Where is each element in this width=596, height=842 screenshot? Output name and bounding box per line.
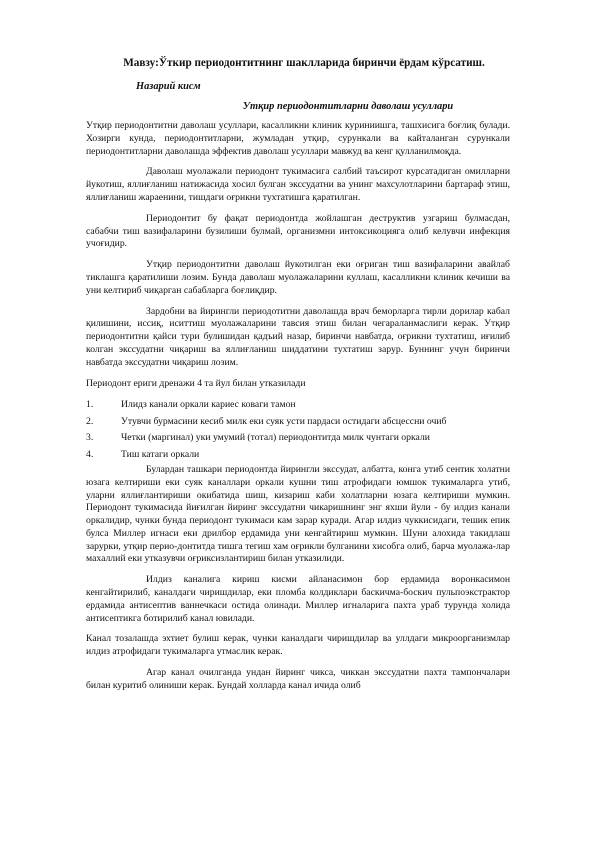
paragraph: Утқир периодонтитни даволаш усуллари, касалликни клиник куриниишга, ташхисига боғлиқ булади. Хозирги кунда, периодонтитларни, жумладан утқир, сурункали ва кайталанган сурункали периодонтитларни даволашда эффектив даволаш усуллари мавжуд ва кенг қулланилмоқда. (86, 120, 510, 157)
list-item-text: Четки (маргинал) уки умумий (тотал) периодонтитда милк чунтаги оркали (121, 432, 430, 444)
list-item-text: Утувчи бурмасини кесиб милк еки суяк усти пардаси остидаги абсцессни очиб (121, 415, 447, 427)
list-item (86, 448, 510, 461)
document-title: Мавзу:Ўткир периодонтитнинг шаклларида биринчи ёрдам кўрсатиш. (123, 57, 485, 69)
paragraph: Агар канал очилганда ундан йиринг чикса, чиккан экссудатни пахта тампончалари билан куритиб олиниши керак. Бундай холларда канал ичида олиб (86, 667, 510, 691)
paragraph: Утқир периодонтитни даволаш йукотилган еки оғриган тиш вазифаларини авайлаб тиклашга қаратилиши лозим. Бунда даволаш муолажаларини куллаш, касалликни клиник кечиши ва уни келтириб чиқарган сабабларга боғлиқдир. (86, 259, 510, 296)
list-item-number: 1. (86, 399, 94, 411)
list-item-number: 2. (86, 415, 94, 427)
paragraph: Илдиз каналига кириш кисми айланасимон бор ердамида воронкасимон кенгайтирилиб, каналдаги чиришдилар, еки пломба колдиклари баскичма-боскич пульпоэкстрактор ердамида антисептив ваннечкаси остида олинади. Миллер игналарига пахта ураб турунда холида антисептикга ботирилиб канал ювилади. (86, 574, 510, 624)
drainage-methods-list (86, 398, 510, 460)
list-item (86, 431, 510, 444)
list-item-text: Илидз канали оркали кариес коваги тамон (121, 399, 296, 411)
paragraph: Булардан ташкари периодонтда йирингли экссудат, албатта, конга утиб сентик холатни юзага келтириши еки суяк каналлари оркали кушни тиш атрофидаги юмшок тукималарга утиб, уларни яллиғлантириши окибатида шиш, кизариш каби холатларни юзага келтириши мумкин. Периодонт тукимасида йиғилган йиринг экссудатни чикаришнинг энг яхши йули - бу илдиз канали оркалидир, чунки бунда периодонт тукимаси кам зарар куради. Агар илдиз чуккисидаги, тешик епик булса Миллер игнаси еки дрилбор ердамида уни кенгайтириш мумкин. Шуни алохида такидлаш зарурки, утқир перио-донтитда тишга тегиш хам оғрикли булганини хисобга олиб, барча муолажа-лар махаллий еки утказувчи оғриксизлантириш билан утказилиди. (86, 463, 510, 565)
list-item (86, 415, 510, 428)
paragraph: Периодонтит бу фақат периодонтда жойлашган деструктив узгариш булмасдан, сабабчи тиш вазифаларини бузилиши булмай, организмни интоксикоцияга олиб келувчи инфекция учоғидир. (86, 212, 510, 250)
list-item-number: 4. (86, 448, 94, 460)
section-heading: Назарий кисм (136, 81, 201, 92)
list-item-text: Тиш катаги оркали (121, 448, 200, 460)
paragraph: Зардобни ва йирингли периодотитни даволашда врач беморларга тирли дорилар кабал қилишини, иссиқ, иситтиш муолажаларини тавсия этиш билан чегараланмаслиги керак. Утқир периодонтитни қайси тури булишидан қадъий назар, биринчи навбатда, оғрикни тухтатиш, иғилиб колган экссудатни чиқариш ва яллиғланиш шиддатини тухтатиш зарур. Буннинг учун биринчи навбатда экссудатни чиқариш лозим. (86, 305, 510, 368)
list-intro-paragraph: Периодонт ериги дренажи 4 та йул билан утказилади (86, 377, 306, 389)
paragraph: Канал тозалашда эхтиет булиш керак, чунки каналдаги чиришдилар ва уллдаги микроорганизмлар илдиз атрофидаги тукималарга утмаслик керак. (86, 633, 510, 658)
list-item-number: 3. (86, 432, 94, 444)
list-item (86, 398, 510, 411)
subsection-heading: Утқир периодонтитларни даволаш усуллари (242, 101, 454, 112)
paragraph: Даволаш муолажали периодонт тукимасига салбий таъсирот курсатадиган омилларни йукотиш, яллиғланиш натижасида хосил булган экссудатни ва унинг махсулотларини бартараф этиш, яллиғланиш жараенини, тишдаги оғрикни тухтатишга қаратилган. (86, 166, 510, 203)
